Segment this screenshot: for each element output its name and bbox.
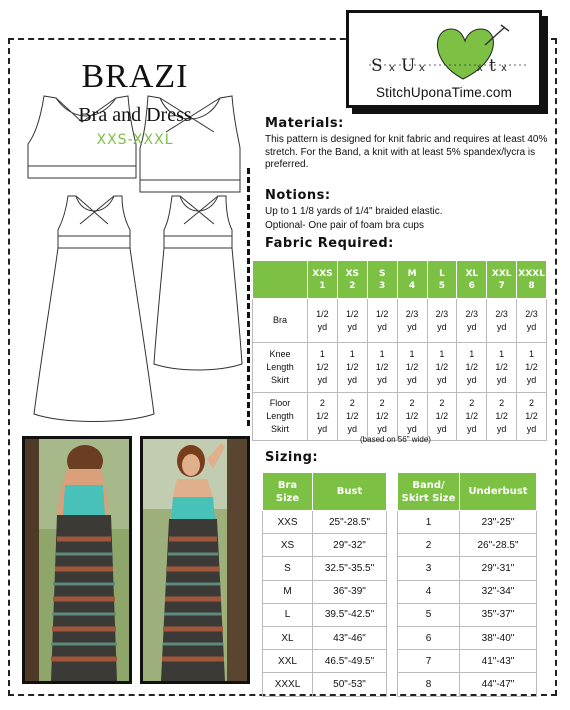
size-row — [398, 557, 537, 580]
underbust-header: Underbust — [460, 473, 537, 511]
size-measure-cell: 29"-32" — [313, 534, 387, 557]
fabric-col-header-xxl: XXL 7 — [487, 261, 517, 299]
size-label-cell: 1 — [398, 511, 460, 534]
size-row — [398, 511, 537, 534]
fabric-required-table — [252, 260, 547, 441]
fabric-cell: 2 1/2 yd — [367, 393, 397, 441]
fabric-row — [253, 299, 547, 343]
size-measure-cell: 32"-34" — [460, 580, 537, 603]
size-label-cell: XXL — [263, 650, 313, 673]
fabric-cell: 2/3 yd — [397, 299, 427, 343]
model-photo-front — [140, 436, 250, 684]
fabric-cell: 1 1/2 yd — [487, 343, 517, 393]
fabric-cell: 2/3 yd — [487, 299, 517, 343]
bust-header: Bust — [313, 473, 387, 511]
fabric-col-header-m: M 4 — [397, 261, 427, 299]
size-label-cell: 6 — [398, 626, 460, 649]
bust-size-table — [262, 472, 387, 697]
pattern-title: BRAZI — [81, 58, 189, 95]
size-measure-cell: 36"-39" — [313, 580, 387, 603]
size-row — [398, 650, 537, 673]
fabric-row — [253, 343, 547, 393]
svg-text:x: x — [501, 63, 507, 74]
size-label-cell: 5 — [398, 603, 460, 626]
band-size-table — [397, 472, 537, 697]
size-row — [398, 580, 537, 603]
size-measure-cell: 23"-25" — [460, 511, 537, 534]
fabric-cell: 2/3 yd — [427, 299, 457, 343]
svg-text:x: x — [477, 63, 483, 74]
size-measure-cell: 25"-28.5" — [313, 511, 387, 534]
size-row — [398, 603, 537, 626]
size-measure-cell: 43"-46" — [313, 626, 387, 649]
fabric-heading: Fabric Required: — [265, 236, 394, 251]
size-label-cell: S — [263, 557, 313, 580]
brand-site-url: StitchUponaTime.com — [375, 85, 513, 100]
fabric-cell: 1/2 yd — [308, 299, 338, 343]
size-label-cell: XL — [263, 626, 313, 649]
size-measure-cell: 46.5"-49.5" — [313, 650, 387, 673]
fabric-cell: 1 1/2 yd — [337, 343, 367, 393]
size-measure-cell: 32.5"-35.5" — [313, 557, 387, 580]
size-measure-cell: 38"-40" — [460, 626, 537, 649]
size-label-cell: L — [263, 603, 313, 626]
size-label-cell: 2 — [398, 534, 460, 557]
svg-text:x: x — [419, 63, 425, 74]
svg-text:S: S — [371, 56, 383, 76]
size-row — [398, 626, 537, 649]
brand-logo — [346, 10, 542, 108]
dress-back-drawing — [34, 196, 154, 422]
materials-heading: Materials: — [265, 116, 344, 131]
fabric-cell: 1 1/2 yd — [457, 343, 487, 393]
sizing-heading: Sizing: — [265, 450, 319, 465]
size-measure-cell: 50"-53" — [313, 673, 387, 696]
svg-text:t: t — [489, 56, 496, 76]
notions-heading: Notions: — [265, 188, 331, 203]
dress-front-drawing — [154, 196, 242, 370]
fabric-col-header-s: S 3 — [367, 261, 397, 299]
fabric-cell: 2 1/2 yd — [397, 393, 427, 441]
fabric-cell: 2 1/2 yd — [457, 393, 487, 441]
size-row — [398, 534, 537, 557]
fabric-width-note: (based on 56" wide) — [360, 435, 431, 444]
size-label-cell: 4 — [398, 580, 460, 603]
fabric-cell: 1 1/2 yd — [397, 343, 427, 393]
fabric-cell: 1 1/2 yd — [427, 343, 457, 393]
size-label-cell: 7 — [398, 650, 460, 673]
fabric-table-header — [253, 261, 547, 299]
fabric-cell: 2 1/2 yd — [337, 393, 367, 441]
size-label-cell: XXXL — [263, 673, 313, 696]
size-row — [398, 673, 537, 696]
fabric-row-label: Floor Length Skirt — [253, 393, 308, 441]
pattern-subtitle: Bra and Dress — [78, 104, 192, 126]
fabric-row-label: Bra — [253, 299, 308, 343]
fabric-cell: 2 1/2 yd — [427, 393, 457, 441]
fabric-cell: 1 1/2 yd — [308, 343, 338, 393]
pattern-size-range: XXS-XXXL — [96, 132, 174, 148]
size-row — [263, 673, 387, 696]
materials-text: This pattern is designed for knit fabric and requires at least 40% stretch. For the Band, a knit with at least 5% spandex/lycra is preferred. — [265, 134, 548, 170]
size-label-cell: M — [263, 580, 313, 603]
size-row — [263, 534, 387, 557]
band-skirt-size-header: Band/ Skirt Size — [398, 473, 460, 511]
size-row — [263, 650, 387, 673]
size-row — [263, 580, 387, 603]
fabric-row — [253, 393, 547, 441]
size-label-cell: 3 — [398, 557, 460, 580]
fabric-cell: 1 1/2 yd — [367, 343, 397, 393]
size-measure-cell: 39.5"-42.5" — [313, 603, 387, 626]
model-photo-back — [22, 436, 132, 684]
fabric-cell: 2 1/2 yd — [487, 393, 517, 441]
notions-line-2: Optional- One pair of foam bra cups — [265, 220, 424, 231]
fabric-cell: 2/3 yd — [457, 299, 487, 343]
size-measure-cell: 29"-31" — [460, 557, 537, 580]
svg-text:U: U — [401, 56, 416, 76]
fabric-cell: 2/3 yd — [517, 299, 547, 343]
size-measure-cell: 26"-28.5" — [460, 534, 537, 557]
notions-line-1: Up to 1 1/8 yards of 1/4" braided elastic. — [265, 206, 443, 217]
size-label-cell: XXS — [263, 511, 313, 534]
dashed-divider — [247, 168, 250, 426]
size-row — [263, 626, 387, 649]
size-row — [263, 603, 387, 626]
bra-size-header: Bra Size — [263, 473, 313, 511]
size-label-cell: 8 — [398, 673, 460, 696]
size-row — [263, 511, 387, 534]
size-measure-cell: 35"-37" — [460, 603, 537, 626]
fabric-row-label: Knee Length Skirt — [253, 343, 308, 393]
size-measure-cell: 44"-47" — [460, 673, 537, 696]
fabric-col-header-xl: XL 6 — [457, 261, 487, 299]
fabric-col-header-l: L 5 — [427, 261, 457, 299]
fabric-cell: 1/2 yd — [367, 299, 397, 343]
fabric-col-header-xxxl: XXXL 8 — [517, 261, 547, 299]
fabric-col-header-xs: XS 2 — [337, 261, 367, 299]
size-measure-cell: 41"-43" — [460, 650, 537, 673]
fabric-col-header-xxs: XXS 1 — [308, 261, 338, 299]
heart-logo-icon — [359, 21, 535, 85]
svg-text:x: x — [389, 63, 395, 74]
size-label-cell: XS — [263, 534, 313, 557]
fabric-header-blank — [253, 261, 308, 299]
fabric-cell: 1 1/2 yd — [517, 343, 547, 393]
fabric-cell: 2 1/2 yd — [308, 393, 338, 441]
fabric-cell: 1/2 yd — [337, 299, 367, 343]
size-row — [263, 557, 387, 580]
fabric-cell: 2 1/2 yd — [517, 393, 547, 441]
